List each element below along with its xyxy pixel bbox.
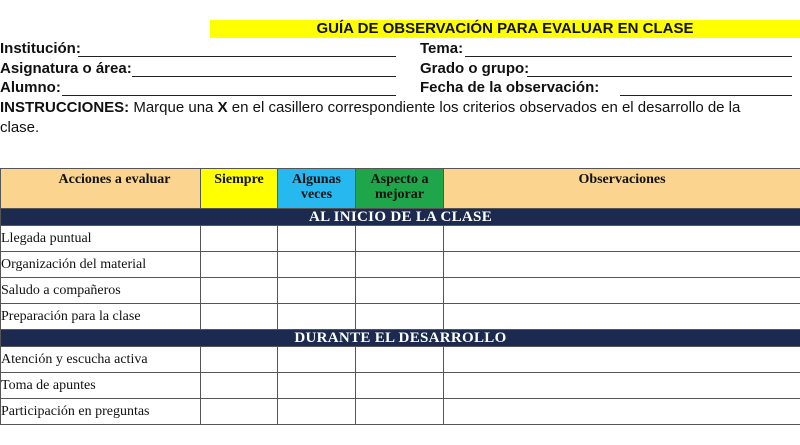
aspecto-a-mejorar-cell[interactable] (356, 373, 444, 399)
topic-field (420, 40, 463, 57)
siempre-cell[interactable] (201, 278, 278, 304)
siempre-cell[interactable] (201, 399, 278, 425)
header-acciones-label: Acciones a evaluar (58, 172, 171, 187)
action-cell: Organización del material (1, 252, 201, 278)
instructions-text-after: en el casillero correspondiente los criterios observados en el desarrollo de la clase. (0, 99, 741, 136)
student-field (0, 79, 61, 96)
siempre-cell[interactable] (201, 373, 278, 399)
grade-field (420, 60, 529, 77)
topic-line[interactable] (465, 56, 792, 57)
table-row (1, 252, 800, 278)
date-line[interactable] (620, 95, 792, 96)
algunas-veces-cell[interactable] (278, 373, 356, 399)
grade-label: Grado o grupo: (420, 60, 530, 77)
observaciones-cell[interactable] (444, 373, 800, 399)
instructions-text-before: Marque una (129, 99, 218, 116)
subject-field (0, 60, 132, 77)
header-observaciones: Observaciones (444, 169, 800, 209)
algunas-veces-cell[interactable] (278, 304, 356, 330)
student-line[interactable] (62, 95, 396, 96)
table-row (1, 278, 800, 304)
aspecto-a-mejorar-cell[interactable] (356, 304, 444, 330)
student-label: Alumno: (0, 79, 61, 96)
date-label: Fecha de la observación: (420, 79, 600, 96)
siempre-cell[interactable] (201, 226, 278, 252)
header-acciones (1, 169, 201, 209)
instructions-mark: X (217, 99, 228, 116)
action-cell: Participación en preguntas (1, 399, 201, 425)
institution-field (0, 40, 81, 57)
header-siempre: Siempre (201, 169, 278, 209)
header-aspecto-a-mejorar: Aspecto a mejorar (356, 169, 444, 209)
aspecto-a-mejorar-cell[interactable] (356, 278, 444, 304)
observaciones-cell[interactable] (444, 304, 800, 330)
subject-label: Asignatura o área: (0, 60, 132, 77)
action-cell: Llegada puntual (1, 226, 201, 252)
aspecto-a-mejorar-cell[interactable] (356, 226, 444, 252)
observaciones-cell[interactable] (444, 347, 800, 373)
grade-line[interactable] (527, 76, 792, 77)
institution-label: Institución: (0, 40, 81, 57)
form-title: GUÍA DE OBSERVACIÓN PARA EVALUAR EN CLASE (210, 20, 800, 38)
aspecto-a-mejorar-cell[interactable] (356, 252, 444, 278)
algunas-veces-cell[interactable] (278, 399, 356, 425)
date-field (420, 79, 599, 96)
section-header-row (1, 209, 800, 226)
action-cell: Toma de apuntes (1, 373, 201, 399)
observaciones-cell[interactable] (444, 252, 800, 278)
section-title: AL INICIO DE LA CLASE (1, 209, 800, 226)
topic-label: Tema: (420, 40, 464, 57)
table-row (1, 373, 800, 399)
instructions-label: INSTRUCCIONES: (0, 99, 130, 116)
aspecto-a-mejorar-cell[interactable] (356, 347, 444, 373)
section-title: DURANTE EL DESARROLLO (1, 330, 800, 347)
section-header-row (1, 330, 800, 347)
subject-line[interactable] (132, 76, 396, 77)
table-row (1, 399, 800, 425)
algunas-veces-cell[interactable] (278, 226, 356, 252)
instructions (0, 98, 780, 138)
algunas-veces-cell[interactable] (278, 278, 356, 304)
algunas-veces-cell[interactable] (278, 347, 356, 373)
header-algunas-veces: Algunas veces (278, 169, 356, 209)
siempre-cell[interactable] (201, 252, 278, 278)
table-row (1, 226, 800, 252)
observaciones-cell[interactable] (444, 399, 800, 425)
aspecto-a-mejorar-cell[interactable] (356, 399, 444, 425)
table-row (1, 304, 800, 330)
institution-line[interactable] (78, 56, 396, 57)
observaciones-cell[interactable] (444, 278, 800, 304)
algunas-veces-cell[interactable] (278, 252, 356, 278)
action-cell: Saludo a compañeros (1, 278, 201, 304)
table-header-row (1, 169, 800, 209)
siempre-cell[interactable] (201, 304, 278, 330)
action-cell: Atención y escucha activa (1, 347, 201, 373)
table-row (1, 347, 800, 373)
action-cell: Preparación para la clase (1, 304, 201, 330)
observaciones-cell[interactable] (444, 226, 800, 252)
siempre-cell[interactable] (201, 347, 278, 373)
observation-table (0, 168, 800, 425)
